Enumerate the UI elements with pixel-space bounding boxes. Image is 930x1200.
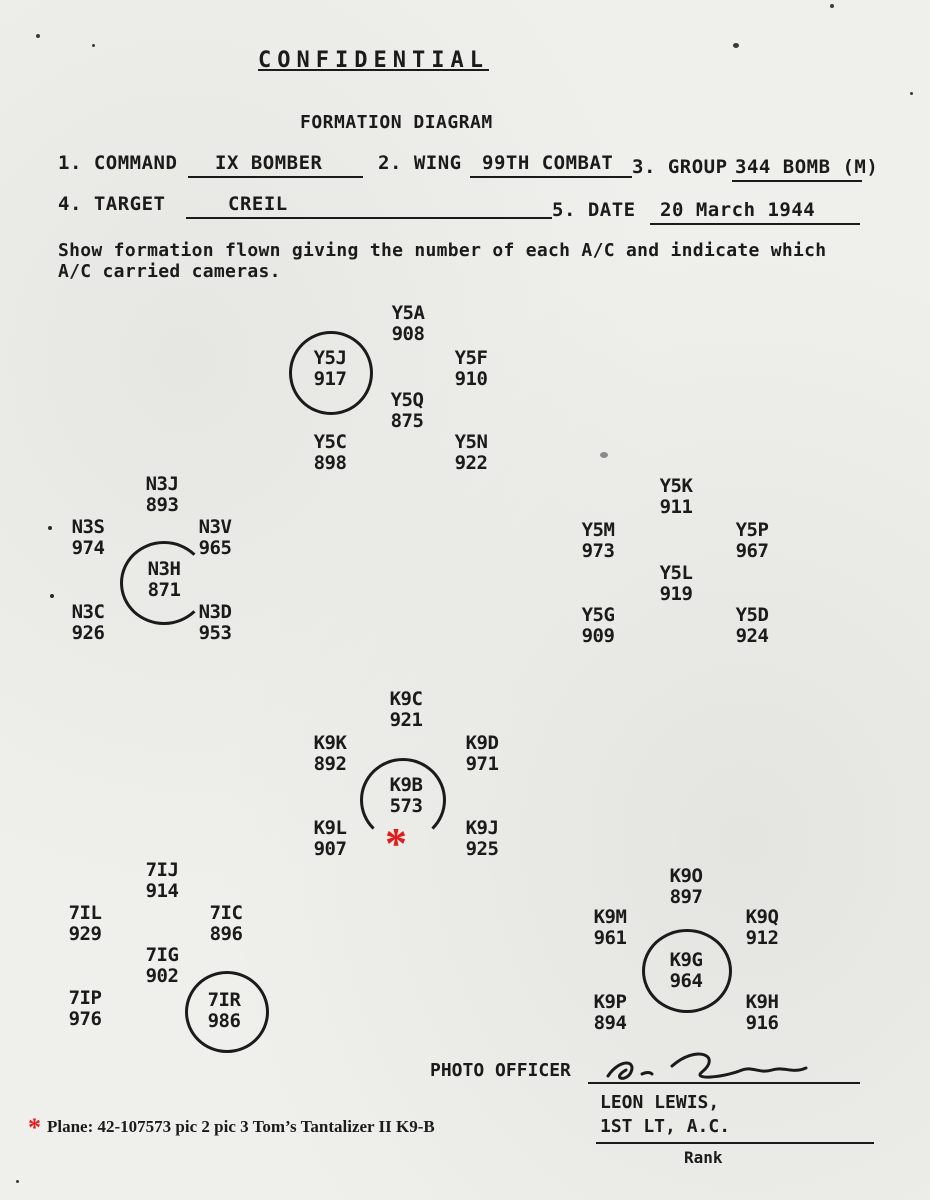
aircraft-number: 974 <box>71 537 105 559</box>
aircraft-number: 916 <box>745 1012 779 1034</box>
aircraft-code: 7IP <box>68 987 102 1009</box>
aircraft-code: K9C <box>389 688 423 710</box>
aircraft-number: 909 <box>581 625 615 647</box>
aircraft-number: 953 <box>198 622 232 644</box>
annotation-caption <box>28 1113 435 1143</box>
aircraft-code: K9L <box>313 817 347 839</box>
caption-asterisk: * <box>28 1113 41 1142</box>
aircraft-k9q <box>732 907 792 949</box>
aircraft-code: Y5Q <box>390 389 424 411</box>
aircraft-code: 7IC <box>209 902 243 924</box>
aircraft-code: K9P <box>593 991 627 1013</box>
speck <box>36 34 40 38</box>
aircraft-code: 7IL <box>68 902 102 924</box>
aircraft-code: 7IG <box>145 944 179 966</box>
aircraft-number: 907 <box>313 838 347 860</box>
aircraft-number: 919 <box>659 583 693 605</box>
rank-label: Rank <box>684 1148 723 1167</box>
form-title: FORMATION DIAGRAM <box>300 112 493 133</box>
aircraft-number: 573 <box>389 795 423 817</box>
aircraft-number: 986 <box>207 1010 241 1032</box>
aircraft-y5l <box>646 563 706 605</box>
aircraft-number: 896 <box>209 923 243 945</box>
wing-underline <box>470 176 632 178</box>
handwritten-signature <box>602 1048 812 1086</box>
aircraft-number: 914 <box>145 880 179 902</box>
aircraft-y5f <box>441 348 501 390</box>
aircraft-y5a <box>378 303 438 345</box>
command-label: 1. COMMAND <box>58 152 178 174</box>
aircraft-code: Y5J <box>313 347 347 369</box>
aircraft-code: Y5G <box>581 604 615 626</box>
aircraft-number: 973 <box>581 540 615 562</box>
aircraft-k9h <box>732 992 792 1034</box>
date-value: 20 March 1944 <box>660 199 816 221</box>
aircraft-code: K9K <box>313 732 347 754</box>
group-label: 3. GROUP <box>632 156 728 178</box>
aircraft-number: 897 <box>669 886 703 908</box>
aircraft-number: 910 <box>454 368 488 390</box>
aircraft-number: 967 <box>735 540 769 562</box>
aircraft-number: 929 <box>68 923 102 945</box>
speck <box>16 1180 19 1183</box>
aircraft-code: Y5A <box>391 302 425 324</box>
aircraft-y5q <box>377 390 437 432</box>
aircraft-code: Y5C <box>313 431 347 453</box>
aircraft-number: 875 <box>390 410 424 432</box>
aircraft-y5m <box>568 520 628 562</box>
officer-name: LEON LEWIS, <box>600 1092 720 1113</box>
aircraft-code: 7IR <box>207 989 241 1011</box>
aircraft-number: 961 <box>593 927 627 949</box>
aircraft-code: K9H <box>745 991 779 1013</box>
aircraft-number: 976 <box>68 1008 102 1030</box>
target-label: 4. TARGET <box>58 193 166 215</box>
aircraft-7ij <box>132 860 192 902</box>
group-value: 344 BOMB (M) <box>735 156 879 178</box>
aircraft-code: K9J <box>465 817 499 839</box>
camera-ring <box>642 929 732 1013</box>
aircraft-number: 911 <box>659 496 693 518</box>
aircraft-7ip <box>55 988 115 1030</box>
aircraft-y5c <box>300 432 360 474</box>
aircraft-code: Y5D <box>735 604 769 626</box>
aircraft-number: 921 <box>389 709 423 731</box>
aircraft-7ic <box>196 903 256 945</box>
aircraft-code: N3C <box>71 601 105 623</box>
command-value: IX BOMBER <box>215 152 323 174</box>
bullet-dot <box>48 526 52 530</box>
aircraft-number: 925 <box>465 838 499 860</box>
rank-underline <box>596 1142 874 1144</box>
aircraft-number: 912 <box>745 927 779 949</box>
wing-label: 2. WING <box>378 152 462 174</box>
aircraft-k9o <box>656 866 716 908</box>
aircraft-code: Y5L <box>659 562 693 584</box>
aircraft-code: N3D <box>198 601 232 623</box>
aircraft-number: 894 <box>593 1012 627 1034</box>
aircraft-code: N3S <box>71 516 105 538</box>
aircraft-number: 924 <box>735 625 769 647</box>
aircraft-n3s <box>58 517 118 559</box>
caption-text: Plane: 42-107573 pic 2 pic 3 Tom’s Tantalizer II K9-B <box>47 1117 435 1136</box>
aircraft-n3j <box>132 474 192 516</box>
aircraft-code: K9B <box>389 774 423 796</box>
aircraft-k9k <box>300 733 360 775</box>
speck <box>600 452 608 458</box>
aircraft-code: Y5M <box>581 519 615 541</box>
speck <box>910 92 913 95</box>
aircraft-y5g <box>568 605 628 647</box>
target-underline <box>186 217 552 219</box>
aircraft-number: 971 <box>465 753 499 775</box>
speck <box>92 44 95 47</box>
aircraft-code: N3H <box>147 558 181 580</box>
aircraft-code: N3V <box>198 516 232 538</box>
aircraft-7ig <box>132 945 192 987</box>
wing-value: 99TH COMBAT <box>482 152 614 174</box>
aircraft-number: 893 <box>145 494 179 516</box>
aircraft-y5d <box>722 605 782 647</box>
aircraft-k9l <box>300 818 360 860</box>
date-label: 5. DATE <box>552 199 636 221</box>
instructions: Show formation flown giving the number of each A/C and indicate which A/C carried cameras. <box>58 240 827 282</box>
aircraft-number: 964 <box>669 970 703 992</box>
aircraft-code: K9O <box>669 865 703 887</box>
annotation-asterisk: * <box>385 819 407 868</box>
aircraft-k9c <box>376 689 436 731</box>
aircraft-code: Y5P <box>735 519 769 541</box>
aircraft-n3c <box>58 602 118 644</box>
aircraft-code: K9D <box>465 732 499 754</box>
aircraft-y5n <box>441 432 501 474</box>
aircraft-number: 922 <box>454 452 488 474</box>
classification-heading: CONFIDENTIAL <box>258 48 489 73</box>
camera-ring <box>289 331 373 415</box>
aircraft-k9m <box>580 907 640 949</box>
aircraft-number: 917 <box>313 368 347 390</box>
aircraft-y5p <box>722 520 782 562</box>
aircraft-number: 908 <box>391 323 425 345</box>
speck <box>830 4 834 8</box>
aircraft-k9j <box>452 818 512 860</box>
photo-officer-label: PHOTO OFFICER <box>430 1060 571 1081</box>
aircraft-code: K9M <box>593 906 627 928</box>
command-underline <box>188 176 363 178</box>
officer-title: 1ST LT, A.C. <box>600 1116 731 1137</box>
aircraft-code: 7IJ <box>145 859 179 881</box>
aircraft-number: 898 <box>313 452 347 474</box>
aircraft-k9d <box>452 733 512 775</box>
date-underline <box>650 223 860 225</box>
aircraft-7il <box>55 903 115 945</box>
aircraft-code: Y5K <box>659 475 693 497</box>
aircraft-code: Y5F <box>454 347 488 369</box>
speck <box>733 43 739 48</box>
aircraft-code: N3J <box>145 473 179 495</box>
aircraft-number: 926 <box>71 622 105 644</box>
aircraft-code: K9Q <box>745 906 779 928</box>
aircraft-number: 871 <box>147 579 181 601</box>
aircraft-number: 902 <box>145 965 179 987</box>
aircraft-number: 965 <box>198 537 232 559</box>
aircraft-number: 892 <box>313 753 347 775</box>
group-underline <box>732 180 862 182</box>
aircraft-y5k <box>646 476 706 518</box>
bullet-dot <box>50 594 54 598</box>
target-value: CREIL <box>228 193 288 215</box>
aircraft-code: Y5N <box>454 431 488 453</box>
aircraft-k9p <box>580 992 640 1034</box>
aircraft-n3d <box>185 602 245 644</box>
camera-ring <box>185 971 269 1053</box>
aircraft-code: K9G <box>669 949 703 971</box>
